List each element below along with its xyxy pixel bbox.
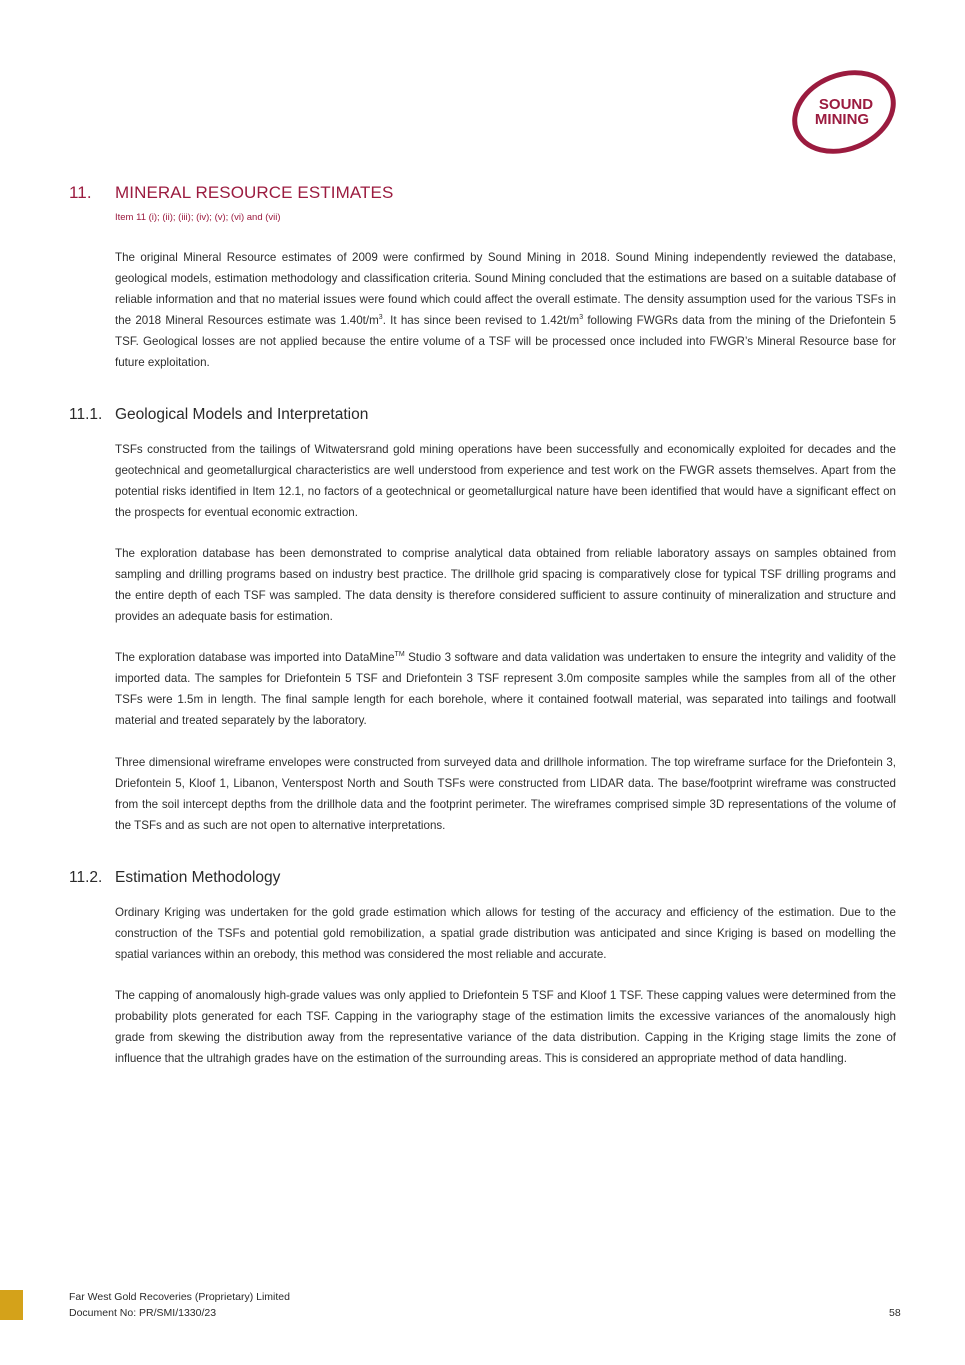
subsection-title: Geological Models and Interpretation <box>115 406 369 423</box>
paragraph: The capping of anomalously high-grade values was only applied to Driefontein 5 TSF and Kloof 1 TSF. These capping values were determined from the probability plots generated for each TSF. Capping in the variography stage of the estimation limits the excessive variances of the anomalously high grade from skewing the distribution away from the representative variance of the data distribution. Capping in the Kriging stage limits the zone of influence that the ultrahigh grades have on the estimation of the surrounding areas. This is considered an appropriate method of data handling. <box>115 989 896 1065</box>
paragraph: The exploration database has been demonstrated to comprise analytical data obtained from reliable laboratory assays on samples obtained from sampling and drilling programs based on industry best practice. The drillhole grid spacing is comparatively close for typical TSF drilling programs and the entire depth of each TSF was sampled. The data density is therefore considered sufficient to assure continuity of mineralization and structure and provides an adequate basis for estimation. <box>115 547 896 623</box>
subsection-number: 11.2. <box>69 869 103 886</box>
intro-paragraph: The original Mineral Resource estimates of 2009 were confirmed by Sound Mining in 2018. Sound Mining independently reviewed the database, geological models, estimation methodology and classification criteria. Sound Mining concluded that the estimations are based on a suitable database of reliable information and that no material issues were found which could affect the overall estimate. The density assumption used for the various TSFs in the 2018 Mineral Resources estimate was $1.40t/m^3$. It has since been revised to $1.42t/m^3$ following FWGRs data from the mining of the Driefontein 5 TSF. Geological losses are not applied because the entire volume of a TSF will be processed once included into FWGR’s Mineral Resource base for future exploitation. <box>115 251 897 369</box>
paragraph: Ordinary Kriging was undertaken for the gold grade estimation which allows for testing of the accuracy and efficiency of the estimation. Due to the construction of the TSFs and potential gold remobilization, a spatial grade distribution was anticipated and since Kriging is based on modelling the spatial variances within an orebody, this method was considered the most reliable and accurate. <box>115 906 896 961</box>
subsection-title: Estimation Methodology <box>115 869 281 886</box>
logo-line1: SOUND <box>818 96 874 113</box>
item-reference: Item 11 (i); (ii); (iii); (iv); (v); (vi) and (vii) <box>115 212 281 223</box>
footer-company: Far West Gold Recoveries (Proprietary) Limited <box>69 1291 290 1303</box>
subsection-heading-11-2 <box>69 869 280 887</box>
footer-accent-block <box>0 1290 23 1320</box>
paragraph: Three dimensional wireframe envelopes were constructed from surveyed data and drillhole information. The top wireframe surface for the Driefontein 3, Driefontein 5, Kloof 1, Libanon, Venterspost North and South TSFs were constructed from LIDAR data. The base/footprint wireframe was constructed from the soil intercept depths from the drillhole data and the footprint perimeter. The wireframes comprised simple 3D representations of the volume of the TSFs and as such are not open to alternative interpretations. <box>115 756 896 832</box>
logo-line2: MINING <box>814 111 870 128</box>
subsection-number: 11.1. <box>69 406 103 423</box>
page-number: 58 <box>889 1307 901 1319</box>
section-number: 11. <box>69 183 92 202</box>
sound-mining-logo <box>786 66 902 158</box>
section-title: MINERAL RESOURCE ESTIMATES <box>115 183 394 202</box>
paragraph: TSFs constructed from the tailings of Witwatersrand gold mining operations have been successfully and economically exploited for decades and the geotechnical and geometallurgical characteristics are well understood from experience and test work on the FWGR assets themselves. Apart from the potential risks identified in Item 12.1, no factors of a geotechnical or geometallurgical nature have been identified that would have a significant effect on the prospects for eventual economic extraction. <box>115 443 896 519</box>
section-heading <box>69 183 393 203</box>
paragraph: The exploration database was imported into DataMine™ Studio 3 software and data validation was undertaken to ensure the integrity and validity of the imported data. The samples for Driefontein 5 TSF and Driefontein 3 TSF represent 3.0m composite samples while the samples from all of the other TSFs were 1.5m in length. The final sample length for each borehole, where it contained footwall material, was separated into tailings and footwall material and treated separately by the laboratory. <box>115 651 896 727</box>
subsection-heading-11-1 <box>69 406 368 424</box>
footer-document-number: Document No: PR/SMI/1330/23 <box>69 1307 217 1319</box>
